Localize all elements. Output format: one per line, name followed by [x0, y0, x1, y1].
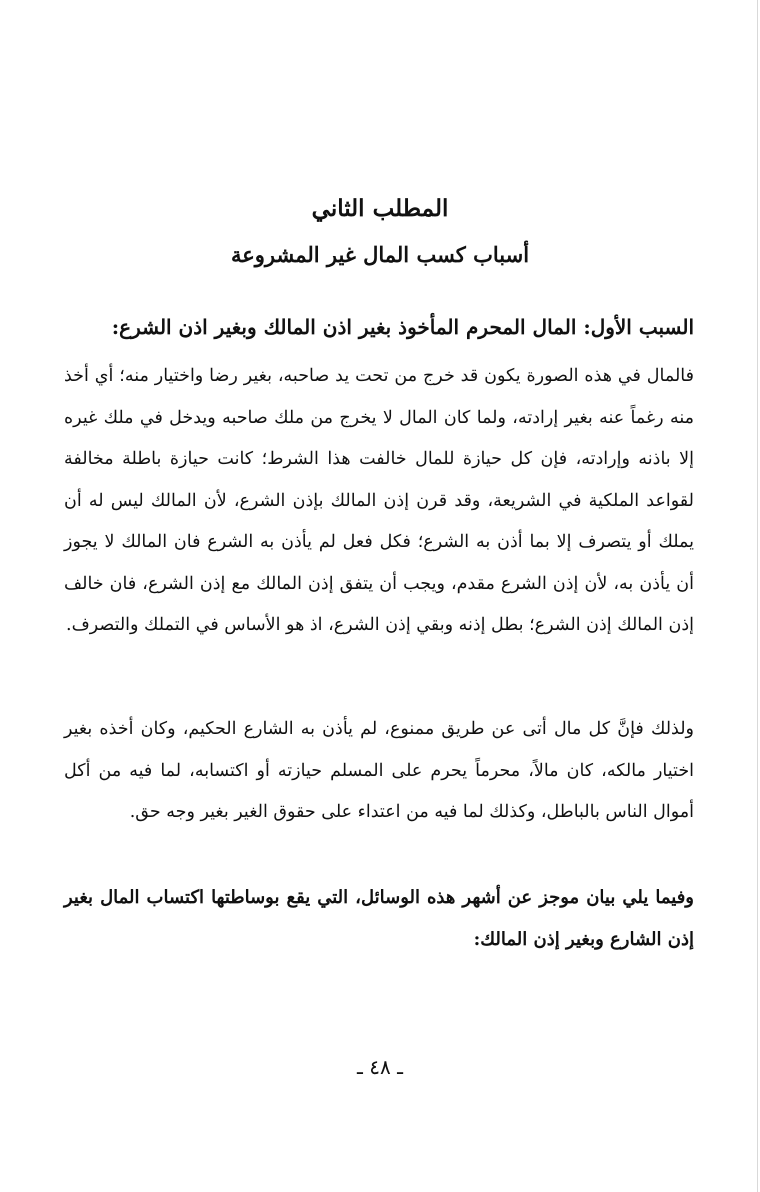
- body-paragraph: ولذلك فإنَّ كل مال أتى عن طريق ممنوع، لم يأذن به الشارع الحكيم، وكان أخذه بغير اختيار مالكه، كان مالاً، محرماً يحرم على المسلم حيازته أو اكتسابه، لما فيه من أكل أموال الناس بالباطل، وكذلك لما فيه من اعتداء على حقوق الغير بغير وجه حق.: [64, 719, 694, 822]
- page-number: ـ ٤٨ ـ: [357, 1055, 403, 1079]
- chapter-heading: المطلب الثاني: [311, 195, 449, 222]
- body-paragraph: فالمال في هذه الصورة يكون قد خرج من تحت يد صاحبه، بغير رضا واختيار منه؛ أي أخذ منه رغماً عنه بغير إرادته، ولما كان المال لا يخرج من ملك صاحبه ويدخل في ملك غيره إلا باذنه وإرادته، فإن كل حيازة للمال خالفت هذا الشرط؛ كانت حيازة باطلة مخالفة لقواعد الملكية في الشريعة، وقد قرن إذن المالك بإذن الشرع، لأن المالك ليس له أن يملك أو يتصرف إلا بما أذن به الشرع؛ فكل فعل لم يأذن به الشرع فان المالك لا يجوز أن يأذن به، لأن إذن الشرع مقدم، ويجب أن يتفق إذن المالك مع إذن الشرع، فان خالف إذن المالك إذن الشرع؛ بطل إذنه وبقي إذن الشرع، اذ هو الأساس في التملك والتصرف.: [64, 366, 694, 635]
- section-title: السبب الأول: المال المحرم المأخوذ بغير اذن المالك وبغير اذن الشرع:: [111, 315, 694, 339]
- body-paragraph-intro: وفيما يلي بيان موجز عن أشهر هذه الوسائل، التي يقع بوساطتها اكتساب المال بغير إذن الشارع وبغير إذن المالك:: [64, 887, 694, 950]
- chapter-subheading: أسباب كسب المال غير المشروعة: [230, 242, 530, 267]
- page-edge-line: [757, 0, 758, 1192]
